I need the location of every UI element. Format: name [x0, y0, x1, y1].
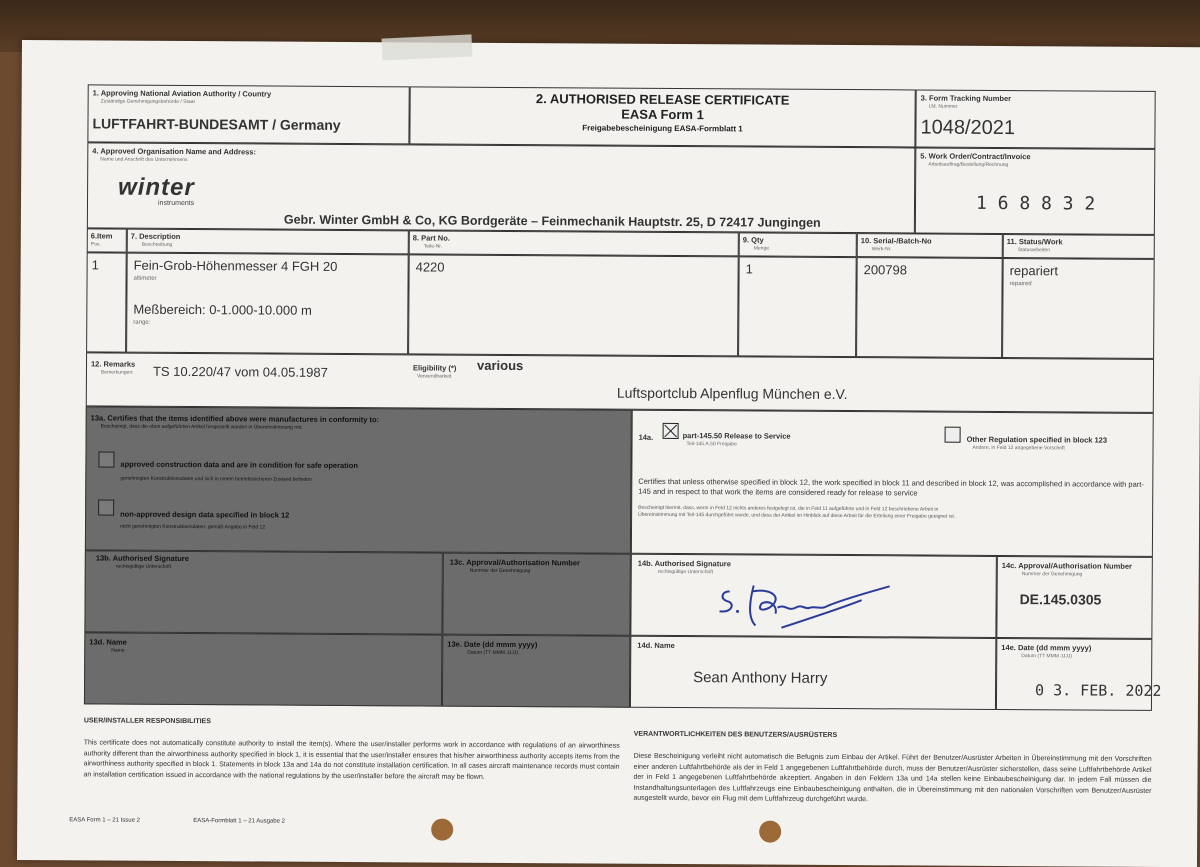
footer-de-title: VERANTWORTLICHKEITEN DES BENUTZERS/AUSRÜSTERS	[633, 730, 838, 739]
block-5-sub: Arbeitsauftrag/Bestellung/Rechnung	[928, 161, 1009, 169]
block-13e	[442, 635, 630, 708]
winter-logo-sub: instruments	[157, 199, 195, 208]
certificate-title: 2. AUTHORISED RELEASE CERTIFICATE	[535, 91, 790, 108]
block-13b	[84, 550, 442, 634]
header-desc-sub: Beschreibung	[141, 241, 173, 248]
footer-issue-en: EASA Form 1 – 21 Issue 2	[69, 817, 140, 824]
check-x-icon	[664, 424, 678, 438]
block-13c-label: 13c. Approval/Authorisation Number	[449, 557, 581, 568]
other-regulation-label: Other Regulation specified in block 123	[966, 434, 1108, 445]
block-14a-text-de: Bescheinigt hiermit, dass, wenn in Feld 12 nichts anderes festgelegt ist, die in Feld 11 aufgeführte und in Feld 12 beschriebene Arbeit in Übereinstimmung mit Teil-145 durchgeführt wurde, und dass der Artikel im Hinblick auf diese Arbeit für die Erteilung einer Freigabe geeignet ist.	[638, 504, 956, 520]
eligibility-value: various	[476, 357, 524, 374]
organisation-address: Gebr. Winter GmbH & Co, KG Bordgeräte – Feinmechanik Hauptstr. 25, D 72417 Jungingen	[283, 212, 821, 230]
approved-data-sub: genehmigten Konstruktionsdaten und sich in einem betriebssicheren Zustand befinden	[120, 475, 312, 483]
block-12	[86, 352, 1154, 413]
other-regulation-sub: Andere, in Feld 12 angegebene Vorschrift	[972, 444, 1065, 452]
winter-logo: winter	[118, 173, 195, 202]
block-14a-text-en: Certifies that unless otherwise specified in block 12, the work specified in block 11 and described in block 12, was accomplished in accordance with part-145 and in respect to that work the items are considered ready for release to service	[638, 476, 1144, 498]
block-14a-label: 14a.	[638, 432, 654, 442]
header-qty-label: 9. Qty	[742, 235, 764, 245]
block-14d-label: 14d. Name	[637, 640, 675, 650]
approved-data-label: approved construction data and are in condition for safe operation	[120, 459, 358, 471]
header-part-sub: Teile-Nr.	[423, 243, 443, 250]
block-4-sub: Name und Anschrift des Unternehmens	[100, 156, 188, 164]
part-value: 4220	[415, 259, 445, 275]
block-13e-label: 13e. Date (dd mmm yyyy)	[447, 639, 538, 650]
range-value: Meßbereich: 0-1.000-10.000 m	[133, 301, 312, 318]
description-sub: altimeter	[133, 275, 157, 282]
status-sub: repaired	[1009, 281, 1032, 288]
authority-value: LUFTFAHRT-BUNDESAMT / Germany	[92, 115, 341, 133]
block-13b-label: 13b. Authorised Signature	[95, 553, 189, 564]
cell-serial	[856, 257, 1003, 358]
header-status	[1003, 234, 1155, 259]
block-14e-label: 14e. Date (dd mmm yyyy)	[1001, 642, 1092, 653]
block-14a	[631, 410, 1154, 557]
footer-issue-de: EASA-Formblatt 1 – 21 Ausgabe 2	[193, 818, 285, 825]
work-order-number: 1 6 8 8 3 2	[975, 192, 1096, 215]
block-13c	[442, 553, 630, 636]
block-14c-label: 14c. Approval/Authorisation Number	[1001, 560, 1133, 571]
footer-en-title: USER/INSTALLER RESPONSIBILITIES	[83, 717, 211, 726]
description-value: Fein-Grob-Höhenmesser 4 FGH 20	[133, 257, 338, 274]
block-13a-sub: Bescheinigt, dass die oben aufgeführten Artikel hergestellt wurden in Übereinstimmung mit:	[100, 423, 303, 431]
block-14d	[630, 636, 996, 710]
block-14c	[996, 556, 1152, 639]
block-13d	[84, 632, 442, 706]
easa-form	[69, 84, 1180, 825]
part-145-checkbox[interactable]	[663, 423, 679, 439]
header-serial-sub: Werk-Nr.	[871, 246, 892, 253]
block-5-label: 5. Work Order/Contract/Invoice	[920, 151, 1031, 162]
block-13a-label: 13a. Certifies that the items identified above were manufactures in conformity to:	[90, 413, 380, 425]
remarks-value: TS 10.220/47 vom 04.05.1987	[152, 363, 328, 380]
item-value: 1	[91, 257, 99, 273]
block-13c-sub: Nummer der Genehmigung	[469, 567, 531, 575]
block-1	[87, 84, 409, 144]
cell-part	[408, 254, 739, 356]
status-value: repariert	[1009, 263, 1059, 279]
block-3	[915, 89, 1155, 148]
block-13a	[85, 406, 632, 553]
block-14b-label: 14b. Authorised Signature	[637, 558, 731, 569]
remarks-label: 12. Remarks	[90, 359, 136, 369]
punch-hole-left	[431, 819, 453, 841]
footer-de-text: Diese Bescheinigung verleiht nicht automatisch die Befugnis zum Einbau der Artikel. Führt der Benutzer/Ausrüster Arbeiten in Übereinstimmung mit den Vorschriften einer anderen Luftfahrtbehörde als der in Feld 1 angegebenen Luftfahrtbehörde durch, muss der Benutzer/Ausrüster sicherstellen, dass seine Luftfahrtbehörde Artikel der in Feld 1 angegebenen Luftfahrtbehörde akzeptiert. Angaben in den Feldern 13a und 14a stellen keine Einbaubescheinigung dar. In jedem Fall müssen die Instandhaltungsunterlagen des Luftfahrzeugs eine Einbaubescheinigung enthalten, die in Übereinstimmung mit den nationalen Vorschriften vom Benutzer/Ausrüster ausgestellt wurde, bevor ein Flug mit dem Luftfahrzeug durchgeführt wurde.	[633, 752, 1152, 804]
approved-data-checkbox[interactable]	[98, 451, 114, 467]
part-145-label: part-145.50 Release to Service	[682, 431, 791, 441]
block-5	[915, 147, 1156, 234]
block-13b-sub: rechtsgültige Unterschrift	[115, 563, 172, 570]
eligibility-label: Eligibility (*)	[412, 363, 457, 373]
signature-image	[711, 577, 911, 636]
header-status-label: 11. Status/Work	[1006, 237, 1063, 247]
cell-status	[1002, 258, 1155, 359]
header-desc-label: 7. Description	[130, 231, 181, 241]
form-name: EASA Form 1	[621, 106, 704, 123]
signatory-name: Sean Anthony Harry	[693, 669, 828, 687]
footer-en-text: This certificate does not automatically constitute authority to install the item(s). Where the user/installer performs work in accordance with regulations of an airworthiness authority different than the airworthiness authority specified in block 1, it is essential that the user/installer ensures that his/her airworthiness authority accepts items from the airworthiness authority specified in block 1. Statements in block 13a and 14a do not constitute installation certification. In all cases aircraft maintenance records must contain an installation certification issued in accordance with the national regulations by the user/installer before the aircraft may be flown.	[83, 739, 620, 781]
block-3-sub: Lfd. Nummer	[928, 103, 958, 110]
header-qty	[739, 232, 857, 257]
customer-name: Luftsportclub Alpenflug München e.V.	[616, 384, 848, 403]
cell-qty	[738, 256, 857, 357]
header-description	[127, 229, 409, 255]
header-item	[87, 228, 127, 252]
other-regulation-checkbox[interactable]	[945, 427, 961, 443]
block-2	[409, 86, 915, 147]
header-item-label: 6.Item	[90, 231, 113, 241]
block-13e-sub: Datum (TT MMM JJJJ)	[467, 649, 519, 657]
block-14e-sub: Datum (TT MMM JJJJ)	[1021, 653, 1073, 660]
header-qty-sub: Menge	[753, 245, 770, 252]
block-14b-sub: rechtsgültige Unterschrift	[657, 568, 714, 576]
block-14c-sub: Nummer der Genehmigung	[1021, 571, 1083, 578]
tape-strip	[382, 34, 473, 60]
part-145-sub: Teil-145.A.50 Freigabe	[686, 441, 737, 448]
block-1-sub: Zuständige Genehmigungsbehörde / Staat	[100, 98, 195, 106]
approval-number-value: DE.145.0305	[1019, 591, 1102, 608]
release-date: 0 3. FEB. 2022	[1034, 681, 1162, 700]
certificate-paper	[17, 40, 1200, 867]
header-part-label: 8. Part No.	[412, 233, 450, 243]
block-14e	[996, 638, 1162, 711]
cell-item	[86, 252, 127, 352]
qty-value: 1	[745, 261, 753, 277]
header-status-sub: Statusarbeiten	[1017, 247, 1051, 254]
block-1-label: 1. Approving National Aviation Authority / Country	[92, 88, 272, 99]
header-serial	[857, 233, 1003, 258]
non-approved-data-label: non-approved design data specified in block 12	[120, 509, 290, 520]
block-13d-sub: Name	[111, 647, 125, 654]
serial-value: 200798	[863, 262, 908, 278]
form-sub: Freigabebescheinigung EASA-Formblatt 1	[582, 123, 743, 134]
block-14b	[630, 554, 996, 638]
block-3-label: 3. Form Tracking Number	[920, 93, 1012, 104]
non-approved-data-checkbox[interactable]	[98, 499, 114, 515]
eligibility-sub: Verwendbarkeit	[416, 373, 452, 380]
header-serial-label: 10. Serial-/Batch-No	[860, 236, 932, 246]
remarks-sub: Bemerkungen:	[100, 369, 134, 376]
header-part	[409, 230, 739, 256]
block-4-label: 4. Approved Organisation Name and Address:	[92, 146, 257, 157]
tracking-number: 1048/2021	[920, 116, 1016, 140]
range-sub: range:	[133, 319, 151, 326]
non-approved-data-sub: nicht genehmigten Konstruktionsdaten, gemäß Angabe in Feld 12	[120, 523, 266, 531]
cell-description	[126, 253, 409, 355]
block-4	[87, 142, 916, 233]
block-13d-label: 13d. Name	[89, 637, 127, 647]
punch-hole-right	[759, 821, 781, 843]
header-item-sub: Pos.	[90, 241, 101, 248]
